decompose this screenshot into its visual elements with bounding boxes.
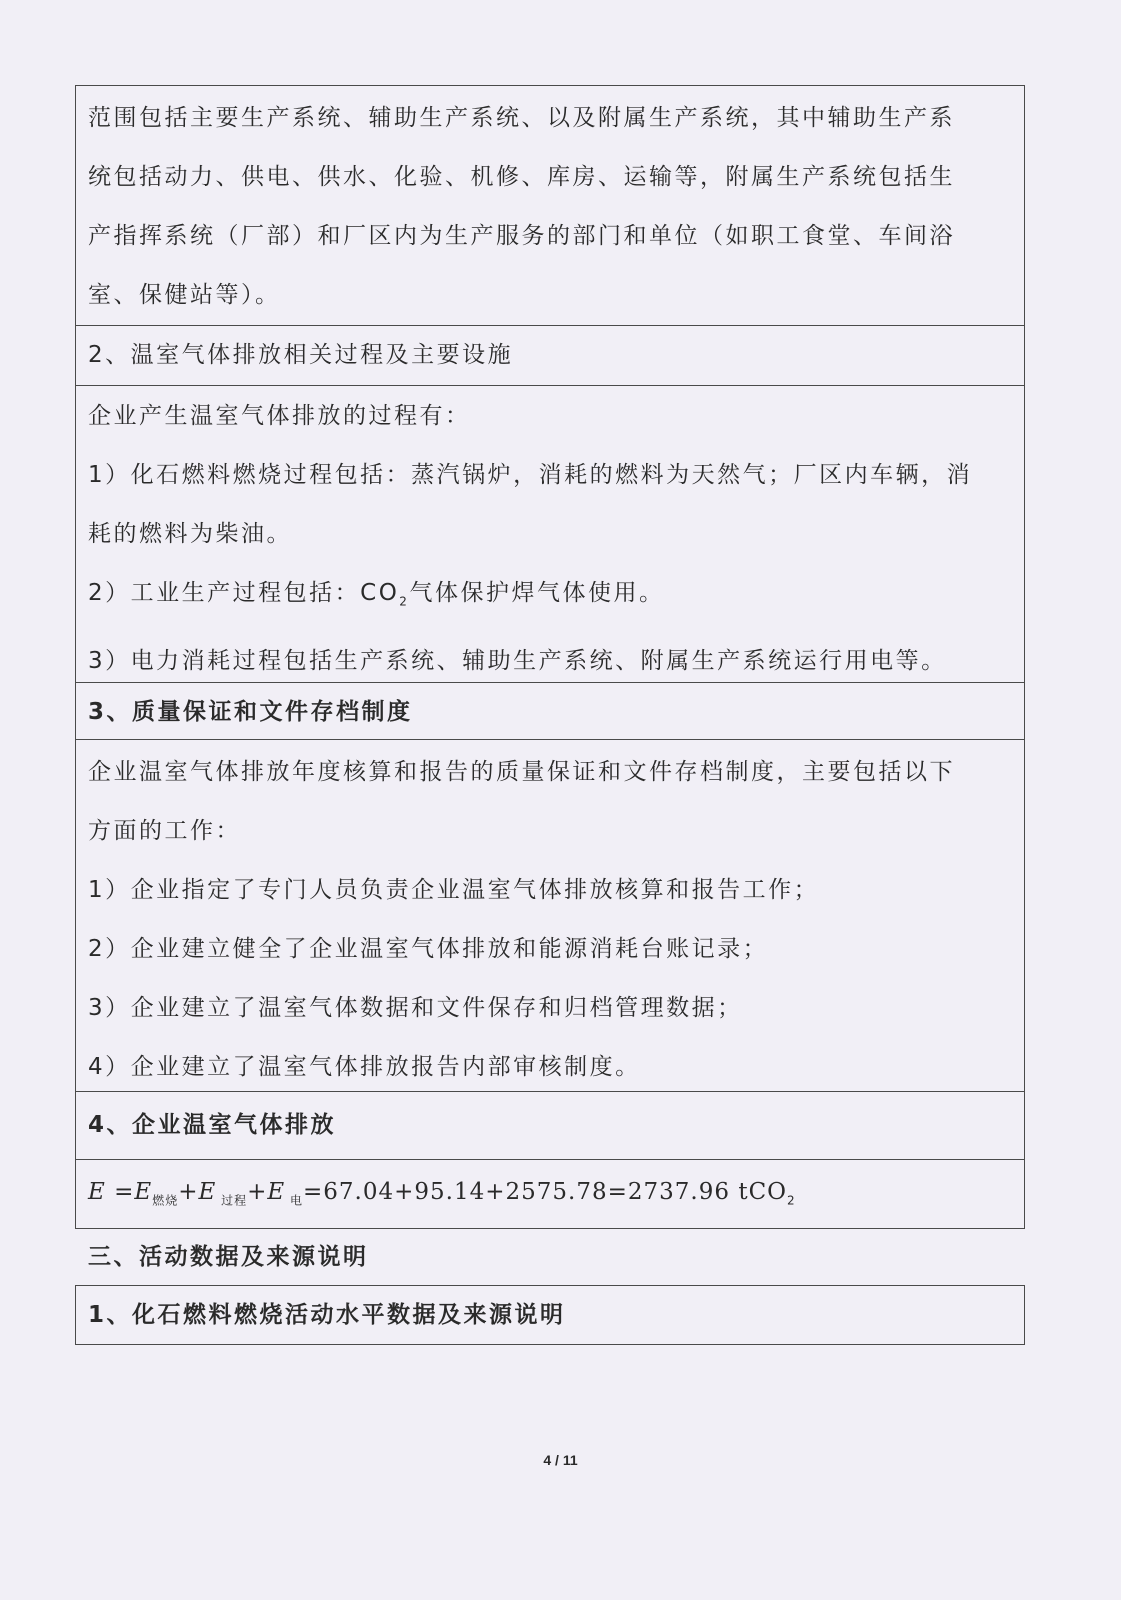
- formula-plus-1: +: [178, 1179, 199, 1205]
- formula-e-process: E: [198, 1179, 217, 1205]
- section3-intro-line1: 企业温室气体排放年度核算和报告的质量保证和文件存档制度，主要包括以下: [88, 759, 955, 785]
- section2-item2-post: 气体保护焊气体使用。: [409, 580, 665, 606]
- section4-heading: 4、企业温室气体排放: [88, 1112, 337, 1138]
- section3-body-cell: [76, 740, 1024, 1092]
- formula-e-electricity: E: [267, 1179, 286, 1205]
- scope-line-3: 产指挥系统（厂部）和厂区内为生产服务的部门和单位（如职工食堂、车间浴: [88, 223, 955, 249]
- co2-subscript: 2: [399, 594, 410, 609]
- section3-item-3: 3）企业建立了温室气体数据和文件保存和归档管理数据；: [88, 995, 743, 1021]
- scope-line-4: 室、保健站等）。: [88, 282, 281, 308]
- section2-item1-line2: 耗的燃料为柴油。: [88, 521, 292, 547]
- section2-body-cell: [76, 386, 1024, 683]
- formula-values: =67.04+95.14+2575.78=2737.96 tCO: [303, 1179, 788, 1205]
- section2-heading-cell: [76, 326, 1024, 386]
- scope-line-1: 范围包括主要生产系统、辅助生产系统、以及附属生产系统，其中辅助生产系: [88, 105, 955, 131]
- section3-item-1: 1）企业指定了专门人员负责企业温室气体排放核算和报告工作；: [88, 877, 820, 903]
- formula-plus-2: +: [247, 1179, 268, 1205]
- subsection1-cell: [76, 1286, 1024, 1343]
- section3-heading: 3、质量保证和文件存档制度: [88, 699, 413, 725]
- section2-item3: 3）电力消耗过程包括生产系统、辅助生产系统、附属生产系统运行用电等。: [88, 647, 947, 674]
- formula-unit-subscript: 2: [787, 1193, 796, 1208]
- scope-line-2: 统包括动力、供电、供水、化验、机修、库房、运输等，附属生产系统包括生: [88, 164, 955, 190]
- section2-heading: 2、温室气体排放相关过程及主要设施: [88, 342, 514, 368]
- formula-sub-combustion: 燃烧: [152, 1193, 179, 1208]
- section2-item2-pre: 2）工业生产过程包括：CO: [88, 580, 400, 606]
- section3-intro-line2: 方面的工作：: [88, 818, 241, 844]
- formula-sub-electricity: 电: [285, 1193, 304, 1208]
- emission-formula: [88, 1160, 1014, 1233]
- page-number: 4 / 11: [543, 1452, 578, 1468]
- section4-heading-cell: [76, 1092, 1024, 1160]
- scope-paragraph-cell: [76, 86, 1024, 326]
- formula-equals: =: [105, 1179, 135, 1205]
- subsection1-heading: 1、化石燃料燃烧活动水平数据及来源说明: [88, 1302, 566, 1328]
- section3-item-2: 2）企业建立健全了企业温室气体排放和能源消耗台账记录；: [88, 936, 769, 962]
- section3-heading-cell: [76, 683, 1024, 740]
- formula-sub-process: 过程: [216, 1193, 248, 1208]
- section2-intro: 企业产生温室气体排放的过程有：: [88, 403, 471, 429]
- subsection-box: [75, 1285, 1025, 1345]
- content-table: [75, 85, 1025, 1229]
- formula-e-combustion: E: [134, 1179, 153, 1205]
- formula-e-total: E: [88, 1179, 106, 1205]
- part3-heading: 三、活动数据及来源说明: [88, 1244, 369, 1270]
- formula-cell: [76, 1160, 1024, 1228]
- section2-item1-line1: 1）化石燃料燃烧过程包括：蒸汽锅炉，消耗的燃料为天然气；厂区内车辆，消: [88, 462, 973, 488]
- section3-item-4: 4）企业建立了温室气体排放报告内部审核制度。: [88, 1054, 641, 1080]
- section2-item2: [88, 564, 1014, 632]
